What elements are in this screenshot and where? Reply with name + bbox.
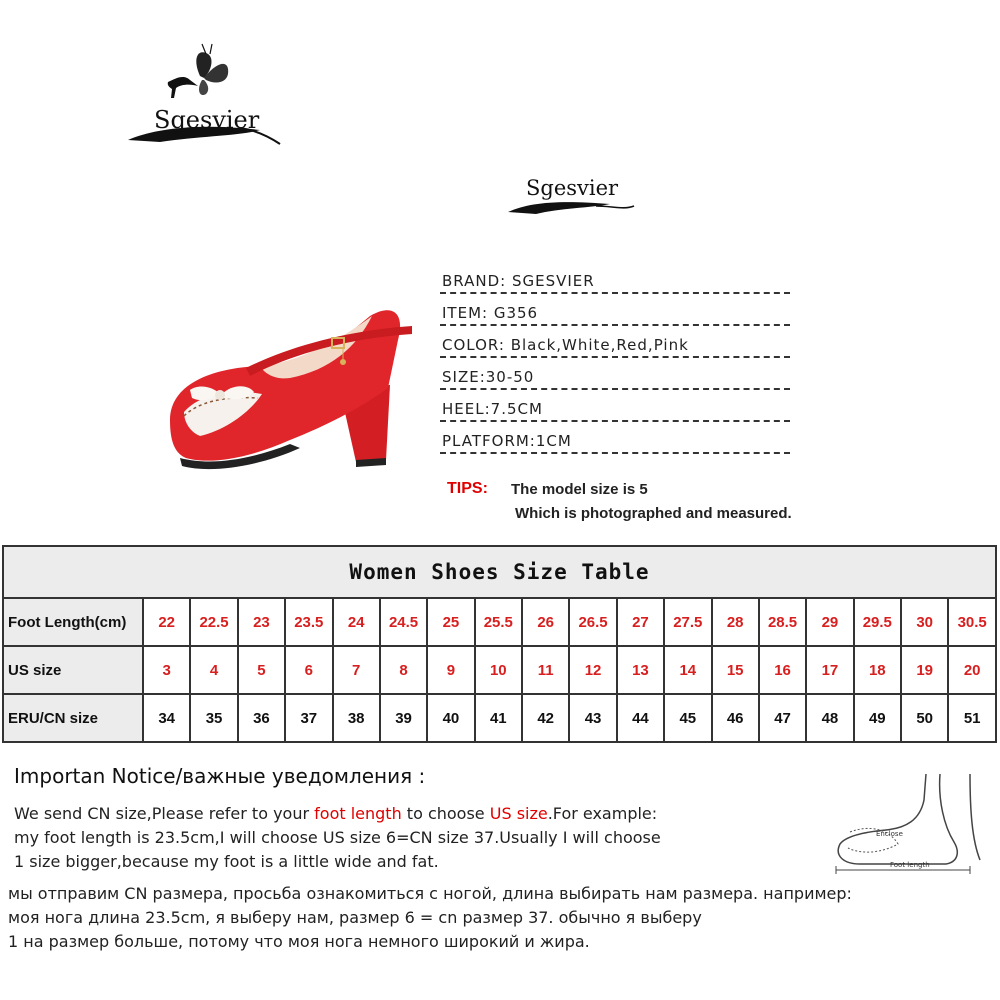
size-table-title: Women Shoes Size Table — [3, 546, 996, 598]
size-table-cell: 30 — [901, 598, 948, 646]
size-table-row-label: ERU/CN size — [3, 694, 143, 742]
size-table-cell: 28.5 — [759, 598, 806, 646]
brand-logo-small — [500, 170, 650, 230]
notice-ru-line-3: 1 на размер больше, потому что моя нога немного широкий и жира. — [8, 932, 590, 951]
foot-measurement-icon — [820, 770, 990, 875]
size-table-cell: 17 — [806, 646, 853, 694]
size-table-cell: 50 — [901, 694, 948, 742]
size-table-cell: 16 — [759, 646, 806, 694]
size-table-cell: 45 — [664, 694, 711, 742]
tips-line-2: Which is photographed and measured. — [515, 505, 792, 522]
spec-platform: PLATFORM:1CM — [440, 428, 790, 454]
size-table — [2, 545, 997, 743]
size-table-cell: 23 — [238, 598, 285, 646]
size-table-cell: 38 — [333, 694, 380, 742]
size-table-cell: 6 — [285, 646, 332, 694]
spec-item: ITEM: G356 — [440, 300, 790, 326]
size-table-cell: 47 — [759, 694, 806, 742]
red-mary-jane-shoe-image — [150, 290, 430, 480]
notice-en-line-2: my foot length is 23.5cm,I will choose US size 6=CN size 37.Usually I will choose — [14, 828, 661, 847]
size-table-cell: 36 — [238, 694, 285, 742]
size-table-cell: 9 — [427, 646, 474, 694]
size-table-cell: 22.5 — [190, 598, 237, 646]
size-table-row-label: US size — [3, 646, 143, 694]
size-table-cell: 28 — [712, 598, 759, 646]
foot-diagram-enclose-label: Enclose — [876, 830, 903, 838]
size-table-cell: 3 — [143, 646, 190, 694]
logo-swoosh-icon — [500, 170, 650, 230]
us-size-highlight: US size — [489, 804, 548, 823]
size-table-cell: 40 — [427, 694, 474, 742]
size-table-cell: 49 — [854, 694, 901, 742]
size-table-cell: 34 — [143, 694, 190, 742]
size-table-cell: 18 — [854, 646, 901, 694]
notice-en-line-1: We send CN size,Please refer to your foot length to choose US size.For example: — [14, 804, 658, 823]
size-table-cell: 11 — [522, 646, 569, 694]
logo-brand-name: Sgesvier — [154, 106, 260, 134]
butterfly-heel-icon — [120, 40, 290, 155]
size-table-cell: 4 — [190, 646, 237, 694]
notice-ru-line-1: мы отправим CN размера, просьба ознакомиться с ногой, длина выбирать нам размера. например: — [8, 884, 852, 903]
size-table-cell: 22 — [143, 598, 190, 646]
notice-ru-line-2: моя нога длина 23.5cm, я выберу нам, размер 6 = cn размер 37. обычно я выберу — [8, 908, 702, 927]
size-table-row — [3, 694, 996, 742]
size-table-cell: 51 — [948, 694, 996, 742]
size-table-row — [3, 646, 996, 694]
size-table-cell: 44 — [617, 694, 664, 742]
size-table-cell: 26.5 — [569, 598, 616, 646]
spec-color: COLOR: Black,White,Red,Pink — [440, 332, 790, 358]
size-table-cell: 14 — [664, 646, 711, 694]
spec-heel: HEEL:7.5CM — [440, 396, 790, 422]
size-table-cell: 7 — [333, 646, 380, 694]
size-table-cell: 48 — [806, 694, 853, 742]
size-table-cell: 30.5 — [948, 598, 996, 646]
size-table-cell: 27.5 — [664, 598, 711, 646]
size-table-cell: 25.5 — [475, 598, 522, 646]
foot-diagram-length-label: Foot length — [890, 861, 930, 869]
size-table-cell: 27 — [617, 598, 664, 646]
size-table-cell: 20 — [948, 646, 996, 694]
size-table-cell: 12 — [569, 646, 616, 694]
notice-title: Importan Notice/важные уведомления : — [14, 764, 426, 788]
size-table-cell: 15 — [712, 646, 759, 694]
size-table-cell: 29.5 — [854, 598, 901, 646]
spec-size: SIZE:30-50 — [440, 364, 790, 390]
notice-en-line-3: 1 size bigger,because my foot is a little wide and fat. — [14, 852, 439, 871]
size-table-cell: 25 — [427, 598, 474, 646]
size-table-cell: 35 — [190, 694, 237, 742]
spec-brand: BRAND: SGESVIER — [440, 268, 790, 294]
size-table-cell: 24 — [333, 598, 380, 646]
size-table-cell: 23.5 — [285, 598, 332, 646]
foot-length-highlight: foot length — [314, 804, 402, 823]
size-table-cell: 29 — [806, 598, 853, 646]
tips-line-1: The model size is 5 — [511, 481, 648, 498]
size-table-cell: 10 — [475, 646, 522, 694]
size-table-cell: 13 — [617, 646, 664, 694]
logo-small-brand-name: Sgesvier — [526, 176, 619, 200]
size-table-row — [3, 598, 996, 646]
size-table-cell: 37 — [285, 694, 332, 742]
tips-label: TIPS: — [447, 480, 488, 497]
size-table-cell: 19 — [901, 646, 948, 694]
size-table-cell: 46 — [712, 694, 759, 742]
size-table-cell: 24.5 — [380, 598, 427, 646]
size-table-cell: 26 — [522, 598, 569, 646]
size-table-row-label: Foot Length(cm) — [3, 598, 143, 646]
size-table-cell: 42 — [522, 694, 569, 742]
brand-logo — [120, 40, 290, 155]
size-table-cell: 8 — [380, 646, 427, 694]
size-table-cell: 41 — [475, 694, 522, 742]
size-table-cell: 43 — [569, 694, 616, 742]
size-table-cell: 39 — [380, 694, 427, 742]
size-table-cell: 5 — [238, 646, 285, 694]
